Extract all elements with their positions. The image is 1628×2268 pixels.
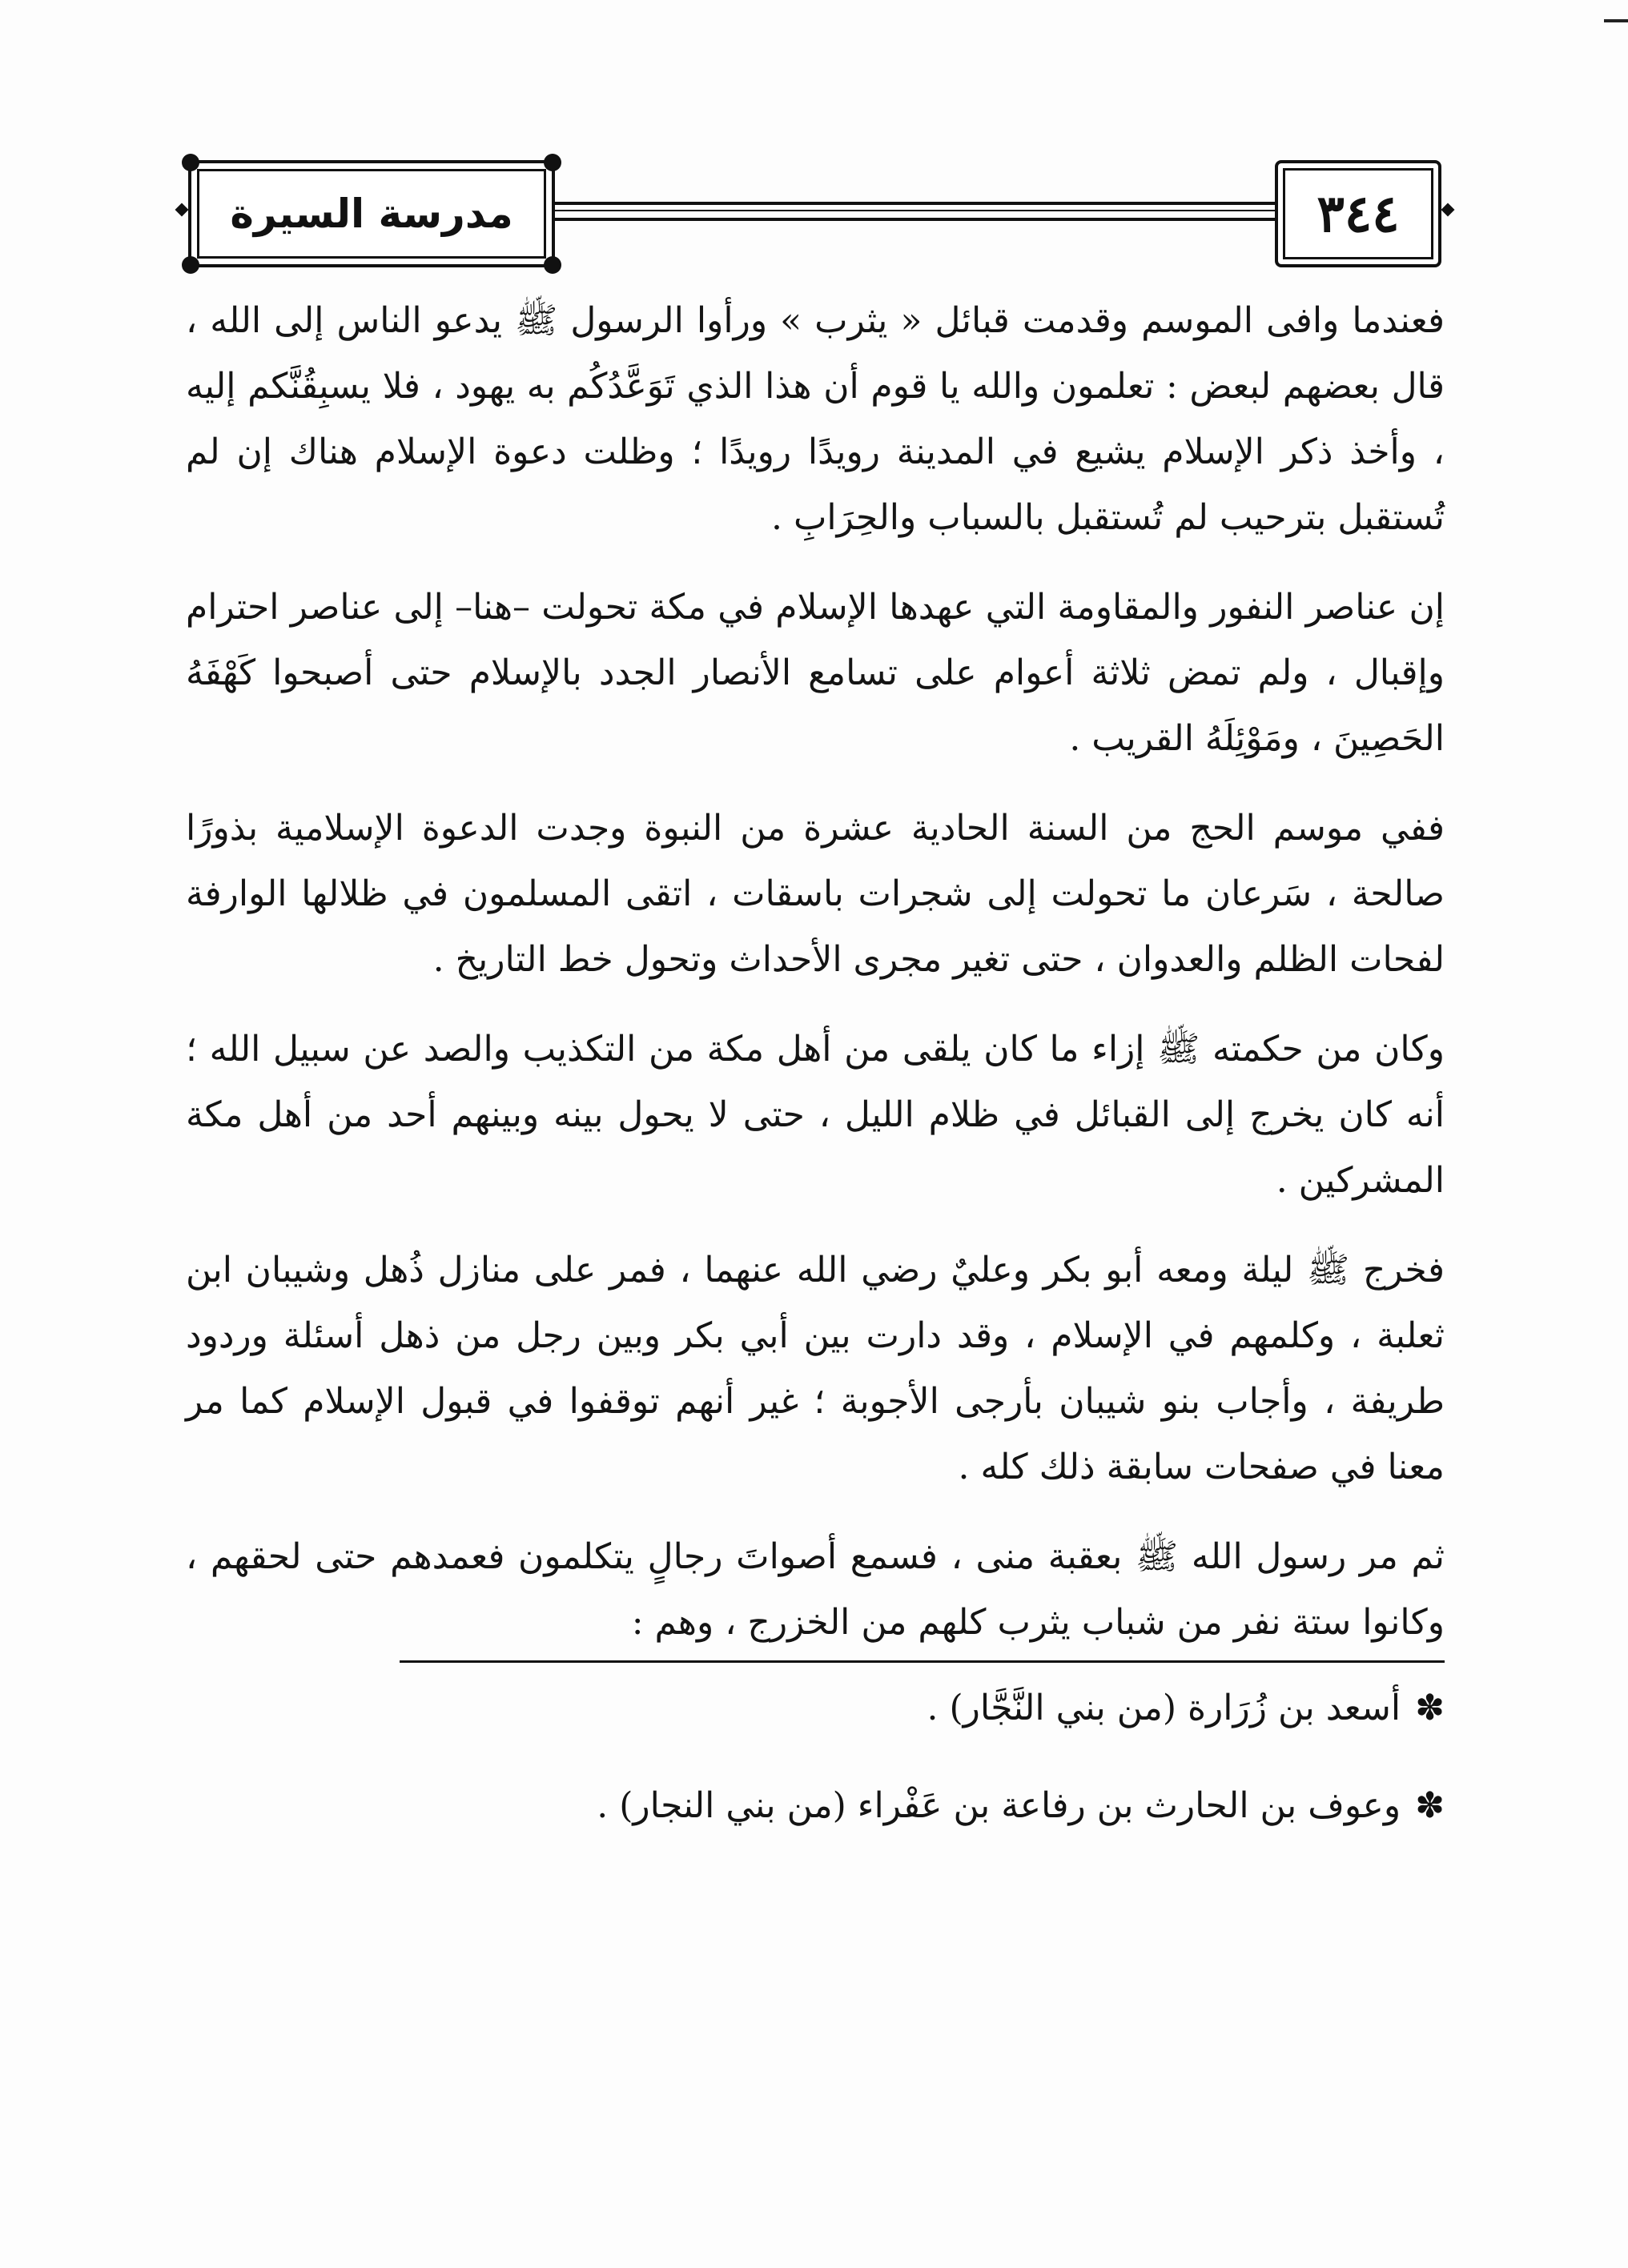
book-title-frame xyxy=(188,160,555,267)
frame-corner-ornament xyxy=(544,256,561,274)
header-ornament xyxy=(175,203,189,217)
flower-asterisk-icon: ✽ xyxy=(1415,1688,1445,1728)
page-header xyxy=(188,160,1441,272)
page-number: ٣٤٤ xyxy=(1316,183,1400,244)
list-item-text: أسعد بن زُرَارة (من بني النَّجَّار) . xyxy=(927,1688,1401,1728)
list-item xyxy=(186,1773,1445,1839)
frame-corner-ornament xyxy=(544,154,561,171)
book-title: مدرسة السيرة xyxy=(230,191,513,237)
scan-edge-mark xyxy=(1604,0,1628,22)
paragraph-3: ففي موسم الحج من السنة الحادية عشرة من النبوة وجدت الدعوة الإسلامية بذورًا صالحة ، سَرعان ما تحولت إلى شجرات باسقات ، اتقى المسلمون في ظلالها الوارفة لفحات الظلم والعدوان ، حتى تغير مجرى الأحداث وتحول خط التاريخ . xyxy=(186,808,1445,980)
paragraph-5: فخرج ﷺ ليلة ومعه أبو بكر وعليٌ رضي الله عنهما ، فمر على منازل ذُهل وشيبان ابن ثعلبة ، وكلمهم في الإسلام ، وقد دارت بين أبي بكر وبين رجل من ذهل أسئلة وردود طريفة ، وأجاب بنو شيبان بأرجى الأجوبة ؛ غير أنهم توقفوا في قبول الإسلام كما مر معنا في صفحات سابقة ذلك كله . xyxy=(186,1250,1445,1487)
paragraph-4: وكان من حكمته ﷺ إزاء ما كان يلقى من أهل مكة من التكذيب والصد عن سبيل الله ؛ أنه كان يخرج إلى القبائل في ظلام الليل ، حتى لا يحول بينه وبينهم أحد من أهل مكة المشركين . xyxy=(186,1029,1445,1201)
names-list xyxy=(186,1676,1445,1839)
list-item xyxy=(186,1676,1445,1741)
separator-rule xyxy=(400,1660,1445,1663)
paragraph-6: ثم مر رسول الله ﷺ بعقبة منى ، فسمع أصواتَ رجالٍ يتكلمون فعمدهم حتى لحقهم ، وكانوا ستة نفر من شباب يثرب كلهم من الخزرج ، وهم : xyxy=(186,1536,1445,1643)
flower-asterisk-icon: ✽ xyxy=(1415,1785,1445,1826)
list-item-text: وعوف بن الحارث بن رفاعة بن عَفْراء (من بني النجار) . xyxy=(597,1785,1401,1826)
frame-corner-ornament xyxy=(182,256,199,274)
header-ornament xyxy=(1441,203,1455,217)
body-text xyxy=(186,288,1445,1871)
frame-corner-ornament xyxy=(182,154,199,171)
paragraph-1: فعندما وافى الموسم وقدمت قبائل « يثرب » ورأوا الرسول ﷺ يدعو الناس إلى الله ، قال بعضهم لبعض : تعلمون والله يا قوم أن هذا الذي تَوَعَّدُكُم به يهود ، فلا يسبِقُنَّكم إليه ، وأخذ ذكر الإسلام يشيع في المدينة رويدًا رويدًا ؛ وظلت دعوة الإسلام هناك إن لم تُستقبل بترحيب لم تُستقبل بالسباب والحِرَابِ . xyxy=(186,300,1445,538)
paragraph-2: إن عناصر النفور والمقاومة التي عهدها الإسلام في مكة تحولت –هنا– إلى عناصر احترام وإقبال ، ولم تمض ثلاثة أعوام على تسامع الأنصار الجدد بالإسلام حتى أصبحوا كَهْفَهُ الحَصِينَ ، ومَوْئِلَهُ القريب . xyxy=(186,587,1445,759)
page-number-frame xyxy=(1275,160,1441,267)
